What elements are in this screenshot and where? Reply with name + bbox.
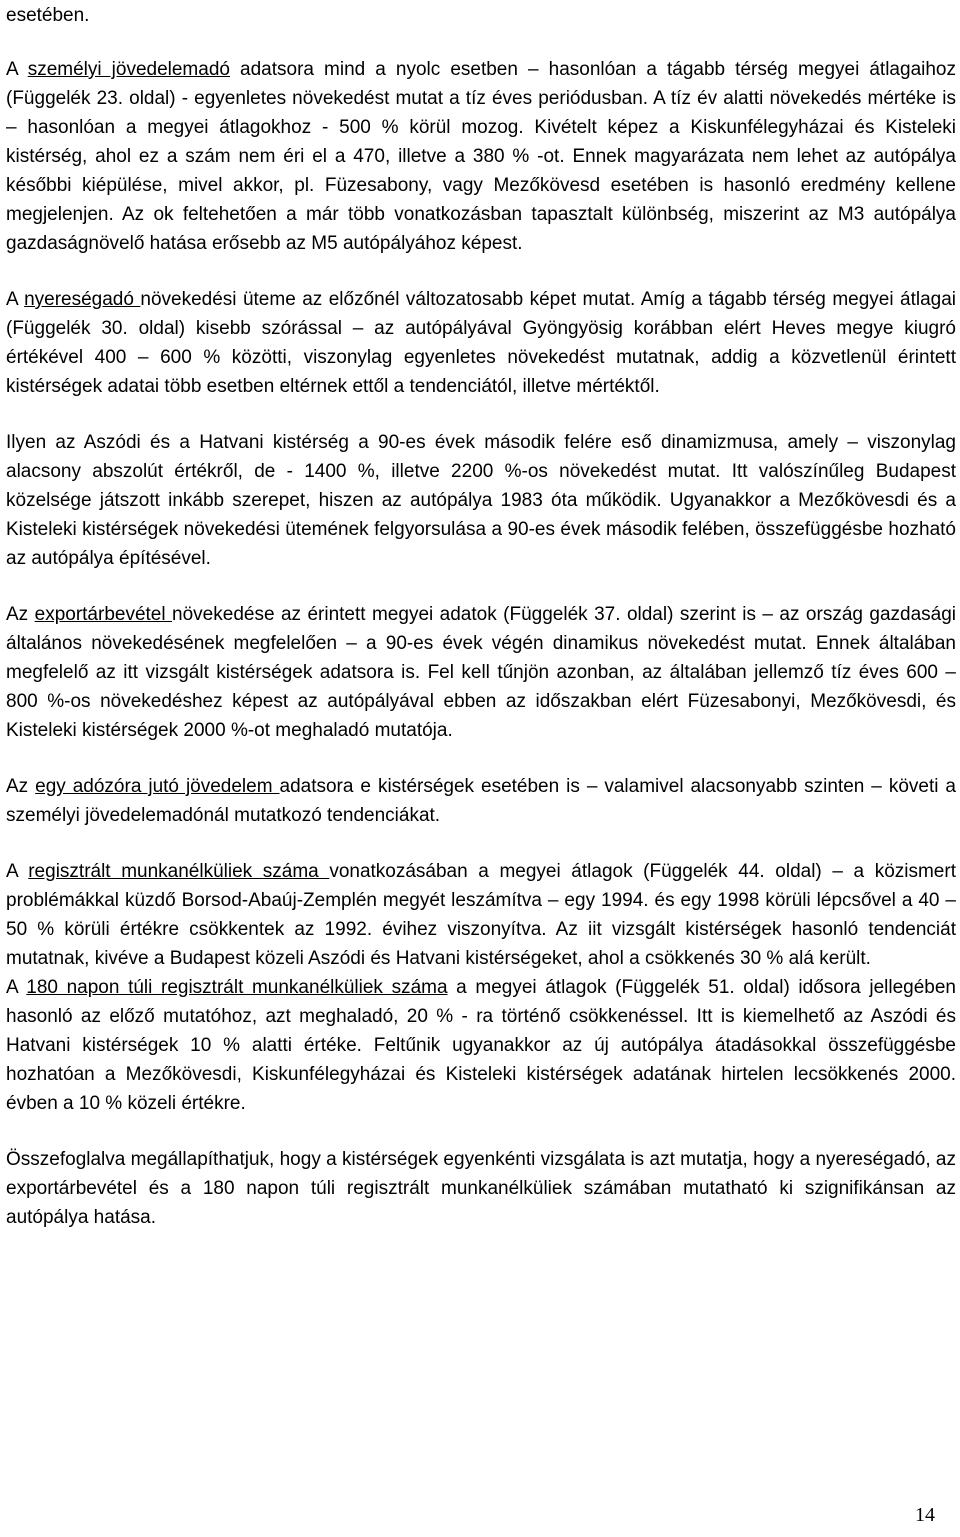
paragraph-lead: Az: [6, 604, 35, 625]
paragraph-body: növekedése az érintett megyei adatok (Függelék 37. oldal) szerint is – az ország gazdasági általános növekedésének megfelelően – a 90-es évek végén dinamikus növekedést mutat. Ennek általában megfelelő az itt vizsgált kistérségek adatsora is. Fel kell tűnjön azonban, az általában jellemző tíz éves 600 – 800 %-os növekedéshez képest az autópályával ebben az időszakban elért Füzesabonyi, Mezőkövesdi, és Kisteleki kistérségek 2000 %-ot meghaladó mutatója.: [6, 604, 957, 741]
paragraph-gap: [6, 745, 956, 772]
paragraph-gap: [6, 30, 956, 55]
paragraph-gap: [6, 401, 956, 428]
paragraph-lead: A: [6, 289, 25, 310]
paragraph-body: adatsora e kistérségek esetében is – valamivel alacsonyabb szinten – követi a személyi jövedelemadónál mutatkozó tendenciákat.: [6, 776, 956, 826]
paragraph-body: növekedési üteme az előzőnél változatosabb képet mutat. Amíg a tágabb térség megyei átlagai (Függelék 30. oldal) kisebb szórással – az autópályával Gyöngyösig korábban elért Heves megye kiugró értékével 400 – 600 % közötti, viszonylag egyenletes növekedést mutatnak, addig a közvetlenül érintett kistérségek adatai több esetben eltérnek ettől a tendenciától, illetve mértéktől.: [6, 289, 956, 397]
page-number: 14: [915, 1504, 935, 1526]
paragraph-lead: A: [6, 861, 29, 882]
paragraph-lead: Az: [6, 776, 36, 797]
underlined-term-nyeresegado: nyereségadó: [24, 289, 141, 310]
paragraph-adozo: [6, 772, 956, 830]
underlined-term-adozo: egy adózóra jutó jövedelem: [35, 776, 280, 797]
paragraph-text: esetében.: [6, 5, 90, 26]
paragraph-export: [6, 600, 956, 745]
paragraph-gap: [6, 573, 956, 600]
underlined-term-export: exportárbevétel: [34, 604, 173, 625]
paragraph-body: adatsora mind a nyolc esetben – hasonlóan a tágabb térség megyei átlagaihoz (Függelék 23. oldal) - egyenletes növekedést mutat a tíz éves periódusban. A tíz év alatti növekedés mértéke is – hasonlóan a megyei átlagokhoz - 500 % körül mozog. Kivételt képez a Kiskunfélegyházai és Kisteleki kistérség, ahol ez a szám nem éri el a 470, illetve a 380 % -ot. Ennek magyarázata nem lehet az autópálya későbbi kiépülése, mivel akkor, pl. Füzesabony, vagy Mezőkövesd esetében is hasonló eredmény kellene megjelenjen. Az ok feltehetően a már több vonatkozásban tapasztalt különbség, miszerint az M3 autópálya gazdaságnövelő hatása erősebb az M5 autópályához képest.: [6, 59, 956, 254]
paragraph-lead: A: [6, 977, 27, 998]
paragraph-180-napon-tuli: [6, 973, 956, 1118]
paragraph-aszod-hatvan: [6, 428, 956, 573]
paragraph-gap: [6, 830, 956, 857]
paragraph-gap: [6, 1118, 956, 1145]
underlined-term-munkanelkuliek: regisztrált munkanélküliek száma: [28, 861, 330, 882]
paragraph-gap: [6, 258, 956, 285]
paragraph-body: vonatkozásában a megyei átlagok (Függelék 44. oldal) – a közismert problémákkal küzdő Borsod-Abaúj-Zemplén megyét leszámítva – egy 1994. és egy 1998 körüli lépcsővel a 40 – 50 % körüli értékre csökkentek az 1992. évihez viszonyítva. Az iit vizsgált kistérségek hasonló tendenciát mutatnak, kivéve a Budapest közeli Aszódi és Hatvani kistérségeket, ahol a csökkenés 30 % alá került.: [6, 861, 956, 969]
paragraph-body: Összefoglalva megállapíthatjuk, hogy a kistérségek egyenkénti vizsgálata is azt mutatja, hogy a nyereségadó, az exportárbevétel és a 180 napon túli regisztrált munkanélküliek számában mutatható ki szignifikánsan az autópálya hatása.: [6, 1149, 956, 1228]
paragraph-body: Ilyen az Aszódi és a Hatvani kistérség a 90-es évek második felére eső dinamizmusa, amely – viszonylag alacsony abszolút értékről, de - 1400 %, illetve 2200 %-os növekedést mutat. Itt valószínűleg Budapest közelsége játszott inkább szerepet, hiszen az autópálya 1983 óta működik. Ugyanakkor a Mezőkövesdi és a Kisteleki kistérségek növekedési ütemének felgyorsulása a 90-es évek második felében, összefüggésbe hozható az autópálya építésével.: [6, 432, 956, 569]
document-page: [6, 0, 956, 1232]
paragraph-munkanelkuliek: [6, 857, 956, 973]
paragraph-szja: [6, 55, 956, 258]
paragraph-body: a megyei átlagok (Függelék 51. oldal) idősora jellegében hasonló az előző mutatóhoz, azt meghaladó, 20 % - ra történő csökkenéssel. Itt is kiemelhető az Aszódi és Hatvani kistérségek 10 % alatti értéke. Feltűnik ugyanakkor az új autópálya átadásokkal összefüggésbe hozhatóan a Mezőkövesdi, Kiskunfélegyházai és Kisteleki kistérségek adatának hirtelen lecsökkenés 2000. évben a 10 % közeli értékre.: [6, 977, 956, 1114]
paragraph-nyeresegado: [6, 285, 956, 401]
underlined-term-szja: személyi jövedelemadó: [27, 59, 230, 80]
paragraph-lead: A: [6, 59, 28, 80]
paragraph-intro-fragment: [6, 1, 956, 30]
paragraph-osszefoglalas: [6, 1145, 956, 1232]
underlined-term-180-napon-tuli: 180 napon túli regisztrált munkanélküliek száma: [26, 977, 448, 998]
